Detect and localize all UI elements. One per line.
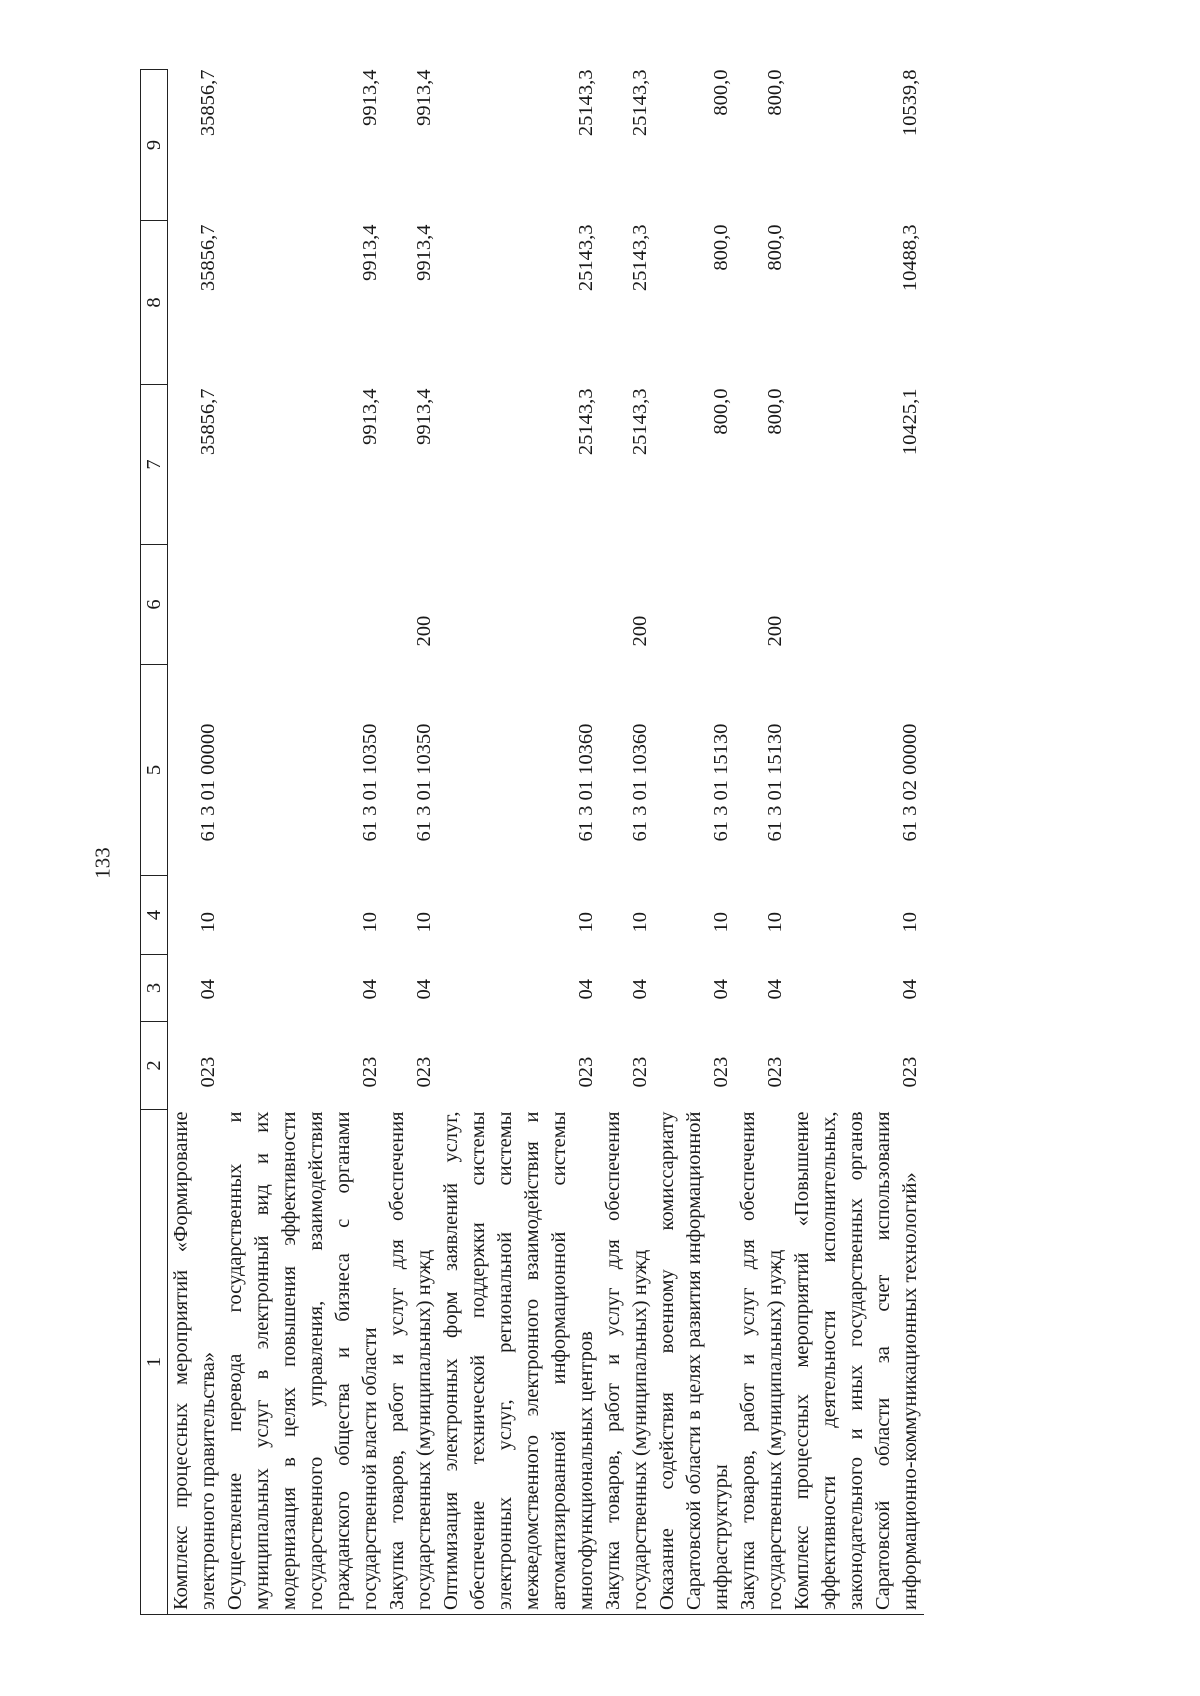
row-amount-3: 800,0: [710, 69, 732, 116]
row-amount-2: 35856,7: [197, 224, 219, 292]
row-ministry-code: 023: [629, 1056, 651, 1088]
row-section-code: 04: [575, 979, 597, 1000]
row-name: Закупка товаров, работ и услуг для обеспечения государственных (муниципальных) нужд: [735, 1110, 789, 1615]
row-subsection-code: 10: [710, 912, 732, 933]
table-row: [654, 70, 735, 1615]
row-amount-1: 800,0: [710, 388, 732, 435]
row-expense-type: [168, 545, 223, 665]
budget-table: [140, 69, 924, 1615]
row-section-code: 04: [710, 979, 732, 1000]
row-subsection-code: 10: [197, 912, 219, 933]
table-row: [168, 70, 223, 1615]
row-target-article: 61 3 01 15130: [710, 723, 732, 842]
row-name: Осуществление перевода государственных и муниципальных услуг в электронный вид и их модернизация в целях повышения эффективности государственного управления, взаимодействия гражданского общества и бизнеса с органами государственной власти области: [222, 1110, 384, 1615]
row-name: Оказание содействия военному комиссариату Саратовской области в целях развития информационной инфраструктуры: [654, 1110, 735, 1615]
table-row: [222, 70, 384, 1615]
row-amount-2: 9913,4: [413, 224, 435, 281]
header-row: [141, 70, 168, 1615]
row-ministry-code: 023: [413, 1056, 435, 1088]
row-ministry-code: 023: [575, 1056, 597, 1088]
table-header: [141, 70, 168, 1615]
row-section-code: 04: [764, 979, 786, 1000]
row-expense-type: [438, 545, 600, 665]
row-name: Закупка товаров, работ и услуг для обеспечения государственных (муниципальных) нужд: [384, 1110, 438, 1615]
row-subsection-code: 10: [899, 912, 921, 933]
header-col-5: 5: [141, 665, 168, 876]
row-amount-1: 800,0: [764, 388, 786, 435]
row-amount-1: 9913,4: [359, 388, 381, 445]
row-amount-2: 9913,4: [359, 224, 381, 281]
row-amount-2: 10488,3: [899, 224, 921, 292]
table-row: [384, 70, 438, 1615]
header-col-1: 1: [141, 1110, 168, 1615]
row-expense-type: [789, 545, 924, 665]
row-subsection-code: 10: [359, 912, 381, 933]
row-amount-1: 25143,3: [575, 388, 597, 456]
row-subsection-code: 10: [629, 912, 651, 933]
table-row: [438, 70, 600, 1615]
row-expense-type: 200: [764, 615, 786, 647]
header-col-2: 2: [141, 1022, 168, 1110]
row-section-code: 04: [359, 979, 381, 1000]
row-amount-2: 25143,3: [575, 224, 597, 292]
row-section-code: 04: [197, 979, 219, 1000]
rotated-table-container: [140, 70, 1070, 1615]
row-amount-3: 9913,4: [359, 69, 381, 126]
row-expense-type: 200: [629, 615, 651, 647]
row-expense-type: [222, 545, 384, 665]
row-target-article: 61 3 01 00000: [197, 723, 219, 842]
header-col-7: 7: [141, 385, 168, 545]
table-row: [735, 70, 789, 1615]
row-amount-3: 25143,3: [629, 69, 651, 137]
row-amount-3: 9913,4: [413, 69, 435, 126]
header-col-6: 6: [141, 545, 168, 665]
row-amount-1: 25143,3: [629, 388, 651, 456]
table-row: [600, 70, 654, 1615]
row-amount-3: 800,0: [764, 69, 786, 116]
row-target-article: 61 3 01 15130: [764, 723, 786, 842]
row-section-code: 04: [629, 979, 651, 1000]
header-col-8: 8: [141, 221, 168, 385]
row-expense-type: 200: [413, 615, 435, 647]
row-subsection-code: 10: [575, 912, 597, 933]
row-section-code: 04: [899, 979, 921, 1000]
row-amount-1: 35856,7: [197, 388, 219, 456]
header-col-9: 9: [141, 70, 168, 221]
row-amount-2: 800,0: [764, 224, 786, 271]
table-row: [789, 70, 924, 1615]
row-ministry-code: 023: [197, 1056, 219, 1088]
header-col-4: 4: [141, 876, 168, 955]
row-section-code: 04: [413, 979, 435, 1000]
row-amount-1: 9913,4: [413, 388, 435, 445]
row-target-article: 61 3 01 10350: [359, 723, 381, 842]
row-amount-3: 25143,3: [575, 69, 597, 137]
row-expense-type: [654, 545, 735, 665]
row-target-article: 61 3 01 10360: [629, 723, 651, 842]
row-subsection-code: 10: [764, 912, 786, 933]
page-number: [90, 847, 115, 879]
row-ministry-code: 023: [710, 1056, 732, 1088]
row-amount-1: 10425,1: [899, 388, 921, 456]
row-name: Комплекс процессных мероприятий «Формирование электронного правительства»: [168, 1110, 223, 1615]
row-subsection-code: 10: [413, 912, 435, 933]
row-ministry-code: 023: [899, 1056, 921, 1088]
row-name: Закупка товаров, работ и услуг для обеспечения государственных (муниципальных) нужд: [600, 1110, 654, 1615]
row-name: Оптимизация электронных форм заявлений услуг, обеспечение технической поддержки системы электронных услуг, региональной системы межведомственного электронного взаимодействия и автоматизированной информационной системы многофункциональных центров: [438, 1110, 600, 1615]
row-target-article: 61 3 01 10350: [413, 723, 435, 842]
row-target-article: 61 3 01 10360: [575, 723, 597, 842]
row-ministry-code: 023: [764, 1056, 786, 1088]
table-body: [168, 70, 925, 1615]
row-amount-3: 35856,7: [197, 69, 219, 137]
header-col-3: 3: [141, 955, 168, 1022]
row-amount-2: 25143,3: [629, 224, 651, 292]
row-amount-3: 10539,8: [899, 69, 921, 137]
row-amount-2: 800,0: [710, 224, 732, 271]
page-number-text: 133: [90, 847, 115, 879]
row-ministry-code: 023: [359, 1056, 381, 1088]
row-name: Комплекс процессных мероприятий «Повышение эффективности деятельности исполнительных, законодательного и иных государственных органов Саратовской области за счет использования информационно-коммуникационных технологий»: [789, 1110, 924, 1615]
row-target-article: 61 3 02 00000: [899, 723, 921, 842]
